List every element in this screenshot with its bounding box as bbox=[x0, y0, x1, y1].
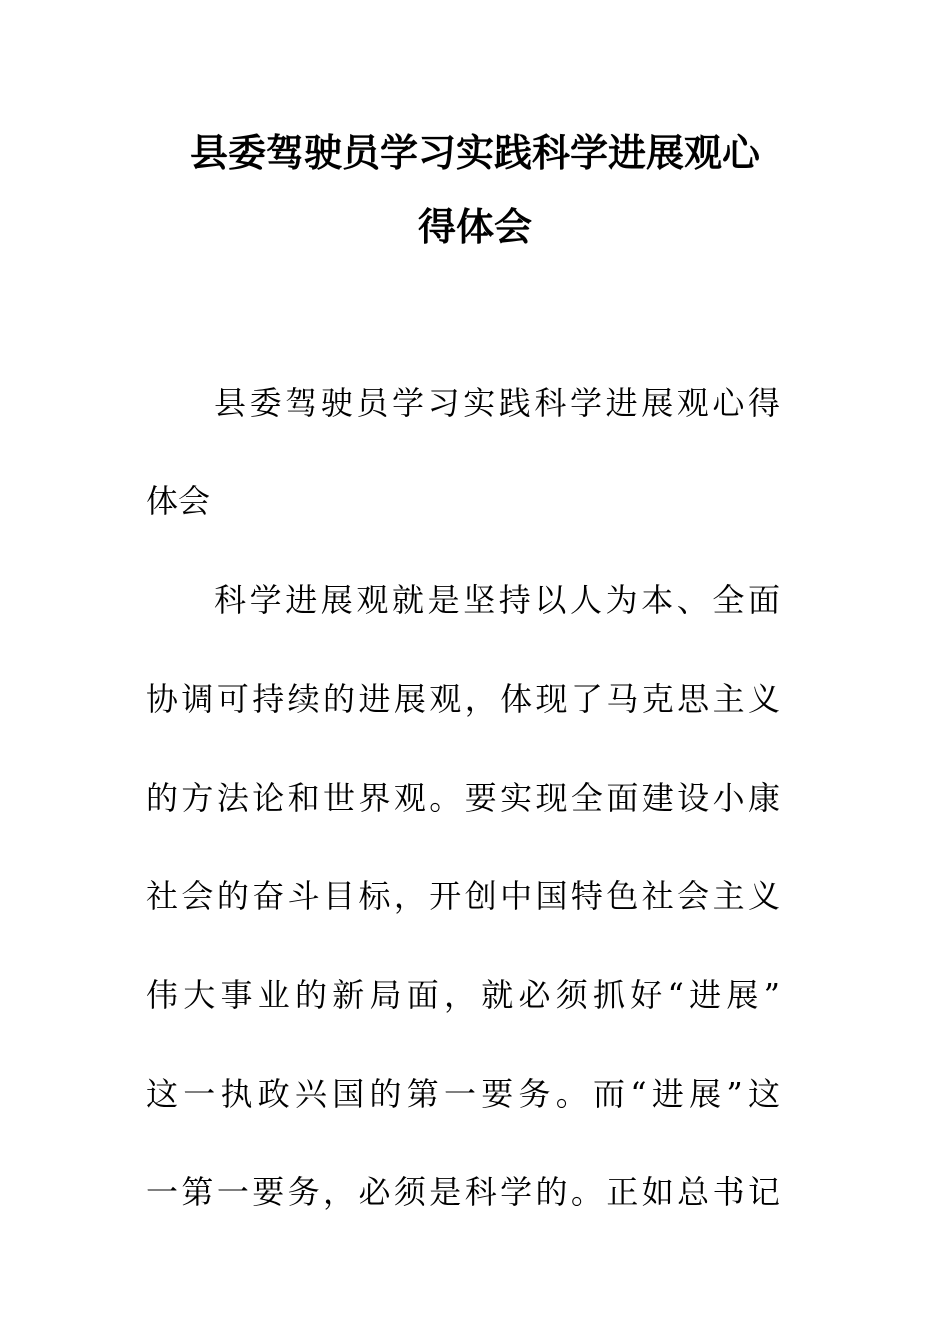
paragraph-1-line-2: 体会 bbox=[146, 482, 211, 520]
paragraph-1-line-1: 县委驾驶员学习实践科学进展观心得 bbox=[214, 384, 780, 422]
paragraph-2-line-2: 协调可持续的进展观，体现了马克思主义 bbox=[146, 680, 780, 718]
document-title-line-1: 县委驾驶员学习实践科学进展观心 bbox=[189, 131, 760, 175]
document-title-line-2: 得体会 bbox=[417, 205, 532, 249]
paragraph-2-line-7: 一第一要务，必须是科学的。正如总书记 bbox=[146, 1173, 780, 1211]
paragraph-2-line-3: 的方法论和世界观。要实现全面建设小康 bbox=[146, 779, 780, 817]
paragraph-2-line-6: 这一执政兴国的第一要务。而“进展”这 bbox=[146, 1075, 780, 1113]
paragraph-2-line-5: 伟大事业的新局面，就必须抓好“进展” bbox=[146, 976, 780, 1014]
paragraph-2-line-4: 社会的奋斗目标，开创中国特色社会主义 bbox=[146, 877, 780, 915]
paragraph-2-line-1: 科学进展观就是坚持以人为本、全面 bbox=[214, 581, 780, 619]
